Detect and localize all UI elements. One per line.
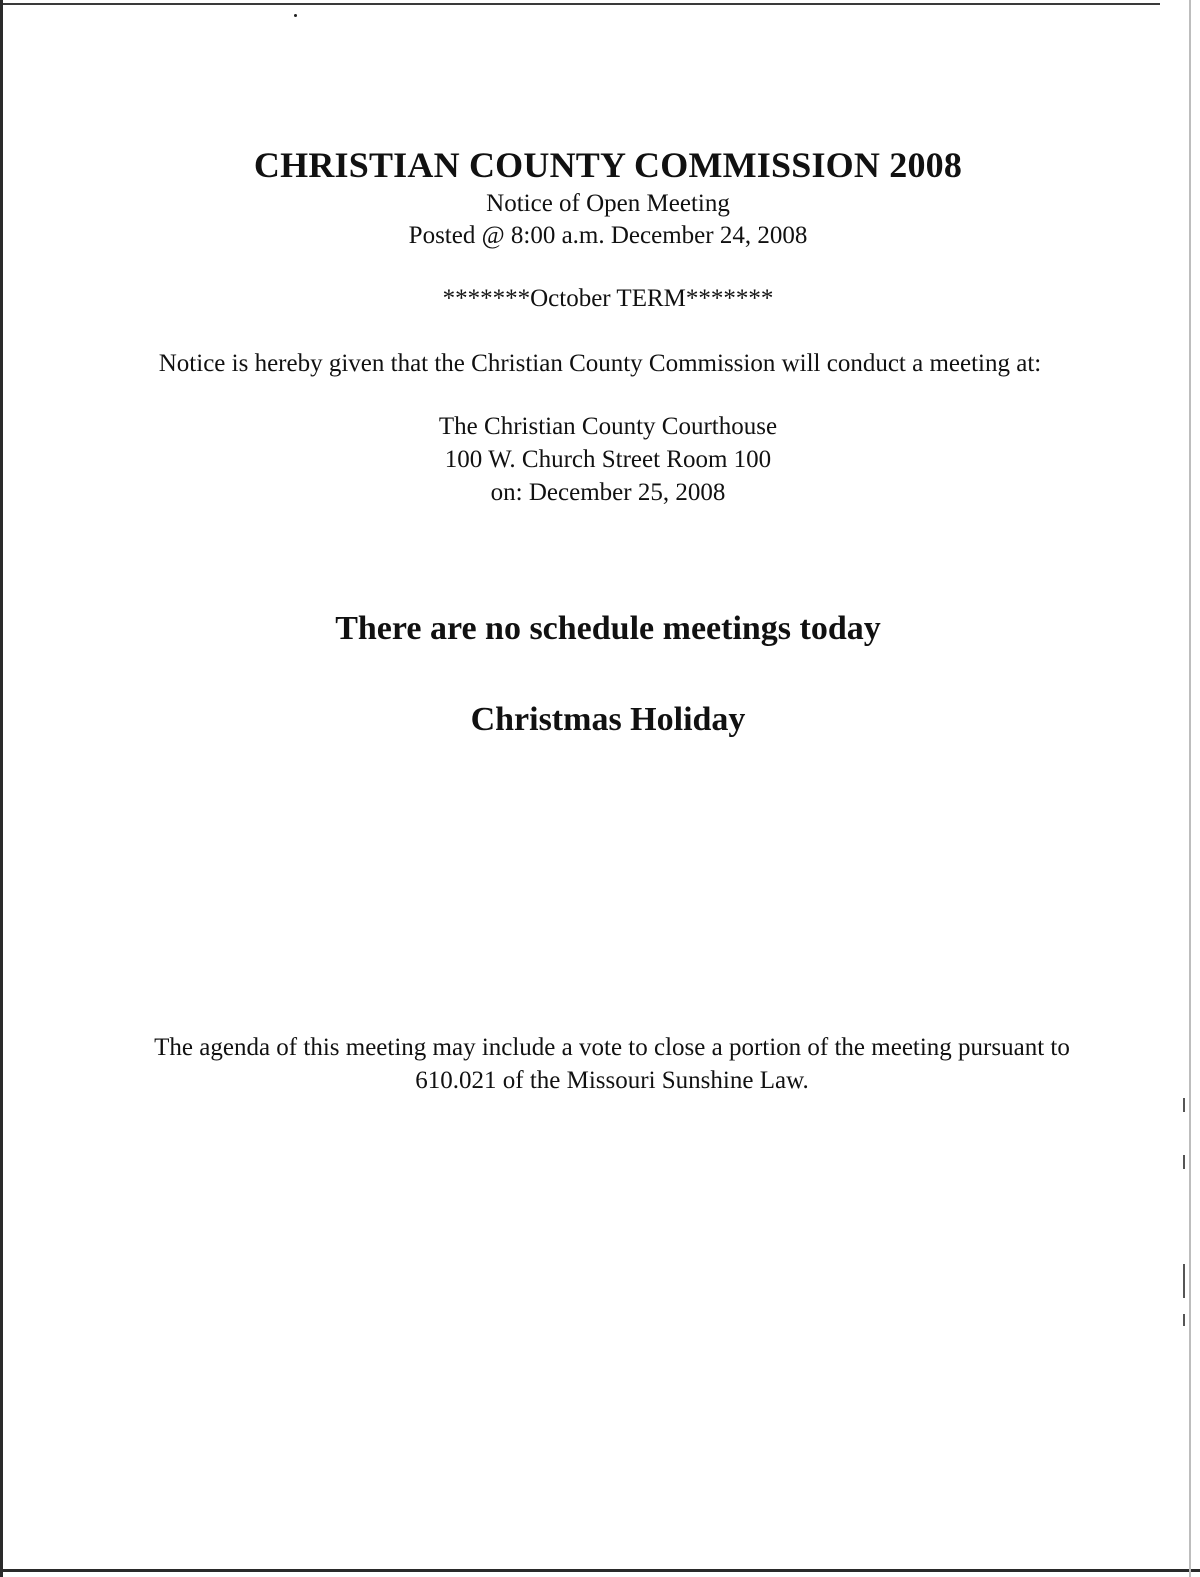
no-meetings-announcement: There are no schedule meetings today <box>335 610 881 647</box>
posted-date: Posted @ 8:00 a.m. December 24, 2008 <box>408 222 808 249</box>
scan-speck <box>294 14 297 17</box>
meeting-intro: Notice is hereby given that the Christian County Commission will conduct a meeting at: <box>158 350 1042 377</box>
scan-mark <box>1183 1314 1185 1326</box>
scan-mark <box>1183 1098 1185 1112</box>
scan-mark <box>1183 1155 1185 1169</box>
holiday-announcement: Christmas Holiday <box>470 701 746 738</box>
meeting-date: on: December 25, 2008 <box>490 479 726 506</box>
scan-edge-top <box>0 3 1160 5</box>
scan-mark <box>1183 1264 1185 1298</box>
sunshine-law-note-line-2: 610.021 of the Missouri Sunshine Law. <box>415 1067 809 1094</box>
scan-edge-bottom <box>0 1569 1200 1572</box>
scan-edge-left <box>0 0 3 1577</box>
location-address: 100 W. Church Street Room 100 <box>444 446 772 473</box>
notice-subtitle: Notice of Open Meeting <box>486 190 730 217</box>
notice-title: CHRISTIAN COUNTY COMMISSION 2008 <box>253 145 963 185</box>
location-place: The Christian County Courthouse <box>438 413 778 440</box>
term-line: *******October TERM******* <box>442 285 774 312</box>
sunshine-law-note-line-1: The agenda of this meeting may include a vote to close a portion of the meeting pursuant to <box>154 1034 1070 1061</box>
